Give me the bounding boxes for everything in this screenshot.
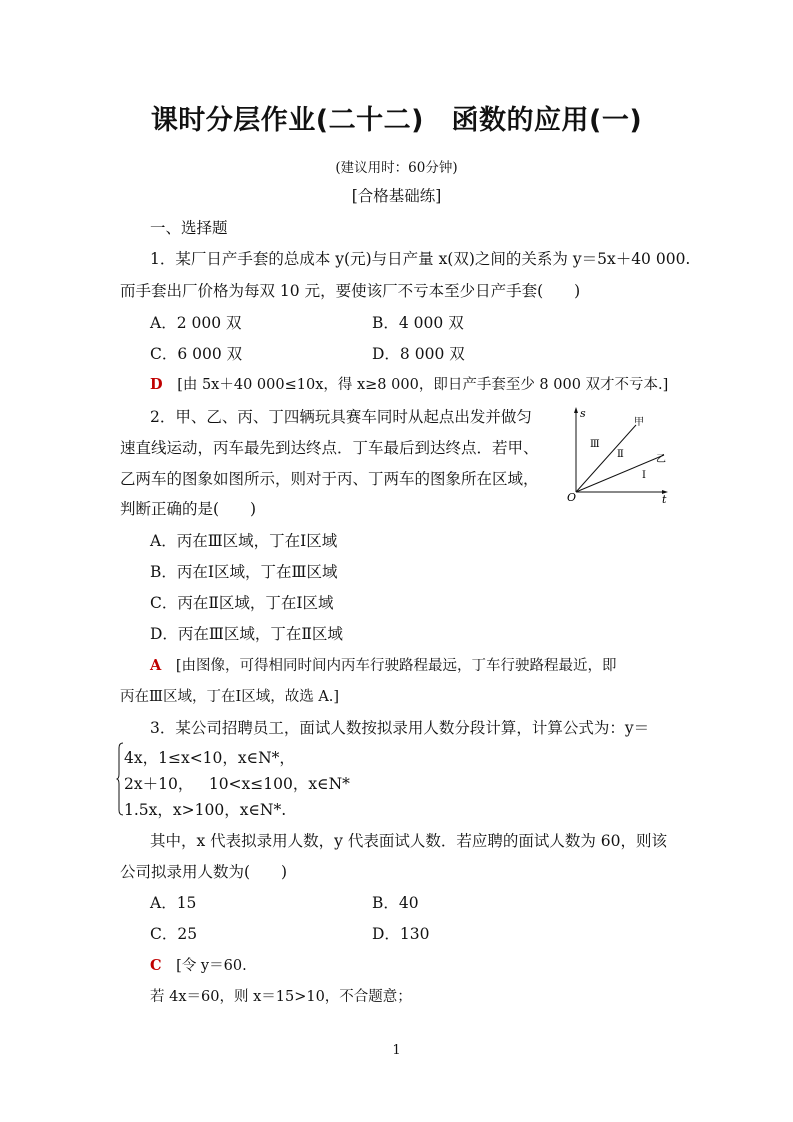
q2-answer-explanation-line2: 丙在Ⅲ区域，丁在Ⅰ区域，故选 A.] (120, 689, 340, 705)
q2-option-a: A．丙在Ⅲ区域，丁在Ⅰ区域 (150, 532, 338, 550)
q3-option-b: B．40 (372, 894, 419, 912)
q2-stem-line3: 乙两车的图象如图所示，则对于丙、丁两车的图象所在区域， (120, 470, 539, 488)
q2-option-c: C．丙在Ⅱ区域，丁在Ⅰ区域 (150, 594, 334, 612)
q3-piecewise-brace (116, 742, 124, 816)
graph-region-2: Ⅱ (617, 449, 624, 460)
graph-label-origin: O (567, 491, 577, 504)
q2-option-d: D．丙在Ⅲ区域，丁在Ⅱ区域 (150, 625, 343, 643)
time-note: (建议用时：60分钟) (335, 160, 458, 176)
q1-answer-explanation: [由 5x＋40 000≤10x，得 x≥8 000，即日产手套至少 8 000 双才不亏本.] (177, 377, 669, 393)
q2-answer (150, 654, 617, 675)
q2-option-b: B．丙在Ⅰ区域，丁在Ⅲ区域 (150, 563, 338, 581)
q2-answer-letter: A (150, 657, 162, 674)
graph-label-t: t (662, 493, 667, 505)
section-tag: [合格基础练] (351, 187, 442, 205)
q2-stem-line4: 判断正确的是( ) (120, 500, 257, 518)
graph-label-s: s (580, 407, 586, 420)
graph-region-1: Ⅰ (642, 470, 646, 481)
q3-work-line: 若 4x＝60，则 x＝15>10，不合题意； (150, 989, 412, 1005)
graph-y-arrow (574, 407, 578, 413)
q3-case-3: 1.5x，x>100，x∈N*. (124, 801, 287, 819)
q1-answer-letter: D (150, 376, 163, 393)
page-title: 课时分层作业(二十二) 函数的应用(一) (150, 105, 643, 136)
q1-stem-line1: 1．某厂日产手套的总成本 y(元)与日产量 x(双)之间的关系为 y＝5x＋40 000. (150, 250, 691, 268)
q3-case-1: 4x，1≤x<10，x∈N*， (124, 749, 295, 767)
graph-line-jia (576, 425, 636, 492)
q1-option-c: C．6 000 双 (150, 345, 243, 363)
q1-answer (150, 373, 668, 394)
q3-stem-line2: 其中，x 代表拟录用人数，y 代表面试人数．若应聘的面试人数为 60，则该 (150, 832, 668, 850)
graph-region-3: Ⅲ (590, 439, 600, 450)
q3-option-d: D．130 (372, 925, 430, 943)
page-number: 1 (392, 1043, 401, 1058)
q3-answer-letter: C (150, 957, 162, 974)
q1-option-a: A．2 000 双 (150, 314, 242, 332)
q3-answer-explanation: [令 y＝60. (176, 958, 247, 974)
q3-option-a: A．15 (150, 894, 197, 912)
q3-option-c: C．25 (150, 925, 198, 943)
q3-stem-line1: 3．某公司招聘员工，面试人数按拟录用人数分段计算，计算公式为：y＝ (150, 719, 650, 737)
q2-answer-explanation-line1: [由图像，可得相同时间内丙车行驶路程最远，丁车行驶路程最近，即 (175, 658, 617, 674)
q3-answer (150, 954, 247, 975)
graph-label-jia: 甲 (634, 417, 644, 428)
q3-case-2: 2x＋10， 10<x≤100，x∈N* (124, 775, 350, 793)
q3-stem-line3: 公司拟录用人数为( ) (120, 863, 288, 881)
graph-line-yi (576, 455, 664, 492)
q2-stem-line2: 速直线运动，丙车最先到达终点．丁车最后到达终点．若甲、 (120, 439, 539, 457)
q1-option-d: D．8 000 双 (372, 345, 465, 363)
graph-label-yi: 乙 (656, 454, 666, 465)
q1-stem-line2: 而手套出厂价格为每双 10 元，要使该厂不亏本至少日产手套( ) (120, 282, 581, 300)
section-heading: 一、选择题 (150, 219, 228, 237)
q2-motion-graph (566, 405, 676, 505)
q2-stem-line1: 2．甲、乙、丙、丁四辆玩具赛车同时从起点出发并做匀 (150, 408, 532, 426)
q1-option-b: B．4 000 双 (372, 314, 464, 332)
